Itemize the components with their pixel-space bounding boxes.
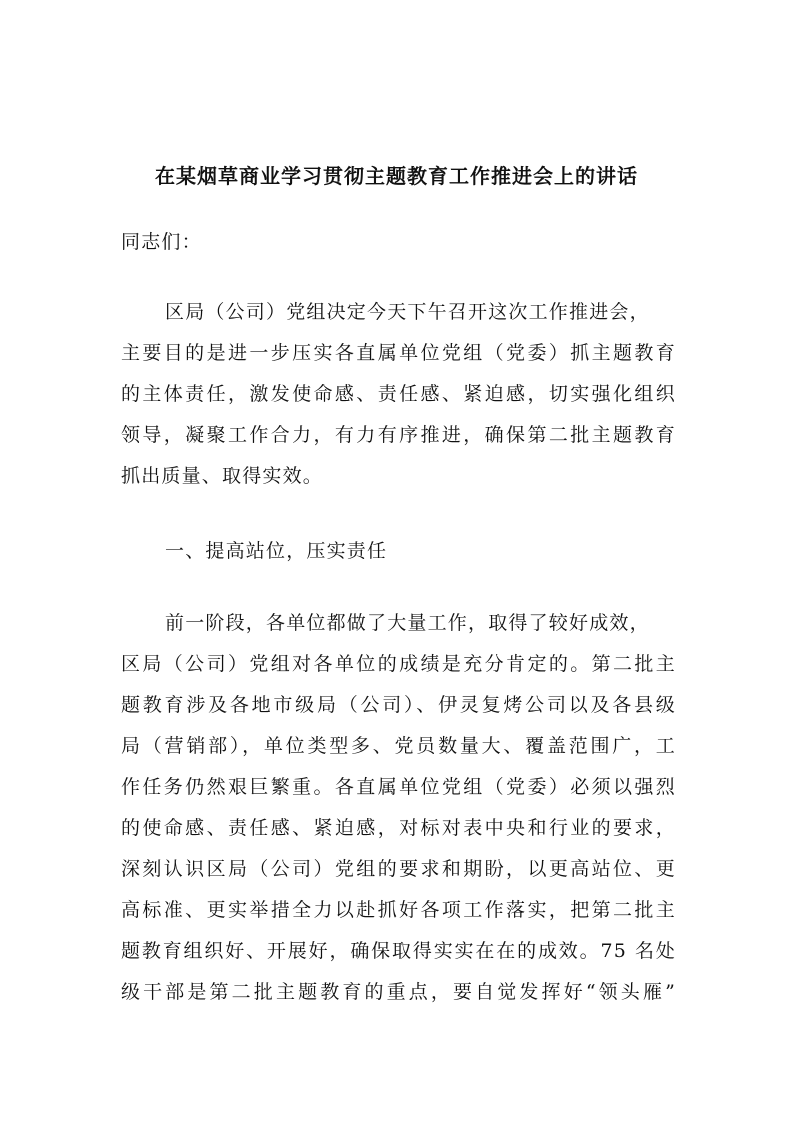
- section-line: 级干部是第二批主题教育的重点，要自觉发挥好“领头雁”: [121, 981, 676, 1003]
- salutation: 同志们：: [121, 231, 202, 253]
- document-title: 在某烟草商业学习贯彻主题教育工作推进会上的讲话: [155, 164, 638, 188]
- section-line: 局（营销部），单位类型多、党员数量大、覆盖范围广，工: [121, 735, 676, 757]
- section-line: 高标准、更实举措全力以赴抓好各项工作落实，把第二批主: [121, 899, 676, 921]
- section-line: 前一阶段，各单位都做了大量工作，取得了较好成效，: [165, 612, 650, 634]
- intro-line: 主要目的是进一步压实各直属单位党组（党委）抓主题教育: [121, 342, 676, 364]
- section-line: 题教育组织好、开展好，确保取得实实在在的成效。75 名处: [121, 940, 676, 962]
- section-line: 题教育涉及各地市级局（公司）、伊灵复烤公司以及各县级: [121, 694, 676, 716]
- section-line: 区局（公司）党组对各单位的成绩是充分肯定的。第二批主: [121, 653, 676, 675]
- section-line: 的使命感、责任感、紧迫感，对标对表中央和行业的要求，: [121, 817, 676, 839]
- intro-line: 的主体责任，激发使命感、责任感、紧迫感，切实强化组织: [121, 383, 676, 405]
- intro-line: 抓出质量、取得实效。: [121, 465, 324, 487]
- intro-line: 领导，凝聚工作合力，有力有序推进，确保第二批主题教育: [121, 424, 676, 446]
- section-heading: 一、提高站位，压实责任: [165, 540, 388, 562]
- section-line: 作任务仍然艰巨繁重。各直属单位党组（党委）必须以强烈: [121, 776, 676, 798]
- intro-line: 区局（公司）党组决定今天下午召开这次工作推进会，: [165, 301, 650, 323]
- section-line: 深刻认识区局（公司）党组的要求和期盼，以更高站位、更: [121, 858, 676, 880]
